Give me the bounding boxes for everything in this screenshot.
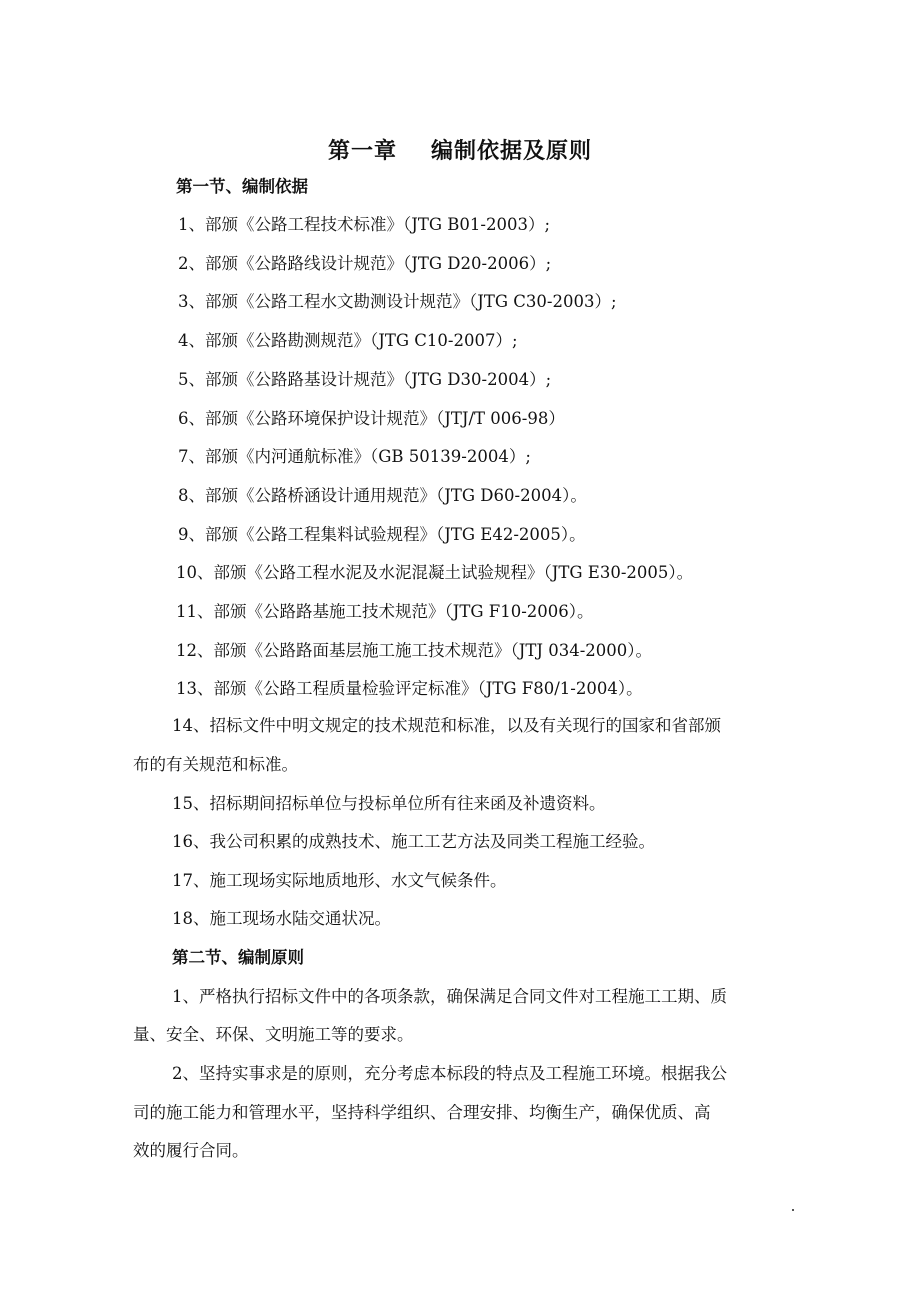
basis-item-6: 6、部颁《公路环境保护设计规范》（JTJ/T 006-98） [178,408,565,428]
chapter-title [0,134,920,165]
principle-1-line2: 量、安全、环保、文明施工等的要求。 [133,1025,414,1044]
basis-item-9: 9、部颁《公路工程集料试验规程》（JTG E42-2005）。 [178,524,586,544]
basis-item-8: 8、部颁《公路桥涵设计通用规范》（JTG D60-2004）。 [178,485,587,505]
basis-item-3: 3、部颁《公路工程水文勘测设计规范》（JTG C30-2003）; [178,292,617,312]
basis-item-5: 5、部颁《公路路基设计规范》（JTG D30-2004）; [178,369,552,389]
section-heading-principles: 第二节、编制原则 [172,948,304,967]
chapter-name: 编制依据及原则 [431,139,593,164]
basis-item-16: 16、我公司积累的成熟技术、施工工艺方法及同类工程施工经验。 [172,832,655,851]
principle-2-line2: 司的施工能力和管理水平，坚持科学组织、合理安排、均衡生产，确保优质、高 [133,1103,711,1122]
principle-2-line3: 效的履行合同。 [133,1141,249,1160]
chapter-number: 第一章 [327,139,397,164]
basis-item-12: 12、部颁《公路路面基层施工施工技术规范》（JTJ 034-2000）。 [176,640,653,660]
basis-item-2: 2、部颁《公路路线设计规范》（JTG D20-2006）; [178,253,552,273]
basis-item-15: 15、招标期间招标单位与投标单位所有往来函及补遗资料。 [172,794,606,813]
basis-item-13: 13、部颁《公路工程质量检验评定标准》（JTG F80/1-2004）。 [176,679,643,699]
basis-item-7: 7、部颁《内河通航标准》（GB 50139-2004）; [178,447,531,467]
page-mark-dot [792,1209,794,1211]
basis-item-14-line1: 14、招标文件中明文规定的技术规范和标准，以及有关现行的国家和省部颁 [172,716,721,735]
basis-item-4: 4、部颁《公路勘测规范》（JTG C10-2007）; [178,331,518,351]
basis-item-17: 17、施工现场实际地质地形、水文气候条件。 [172,871,507,890]
section-heading-basis: 第一节、编制依据 [176,177,308,196]
basis-item-11: 11、部颁《公路路基施工技术规范》（JTG F10-2006）。 [176,602,594,621]
basis-item-1: 1、部颁《公路工程技术标准》（JTG B01-2003）; [178,215,551,234]
basis-item-18: 18、施工现场水陆交通状况。 [172,909,391,928]
principle-2-line1: 2、坚持实事求是的原则，充分考虑本标段的特点及工程施工环境。根据我公 [172,1064,727,1083]
basis-item-14-line2: 布的有关规范和标准。 [133,755,298,774]
basis-item-10: 10、部颁《公路工程水泥及水泥混凝土试验规程》（JTG E30-2005）。 [176,563,694,583]
principle-1-line1: 1、严格执行招标文件中的各项条款，确保满足合同文件对工程施工工期、质 [172,987,727,1006]
